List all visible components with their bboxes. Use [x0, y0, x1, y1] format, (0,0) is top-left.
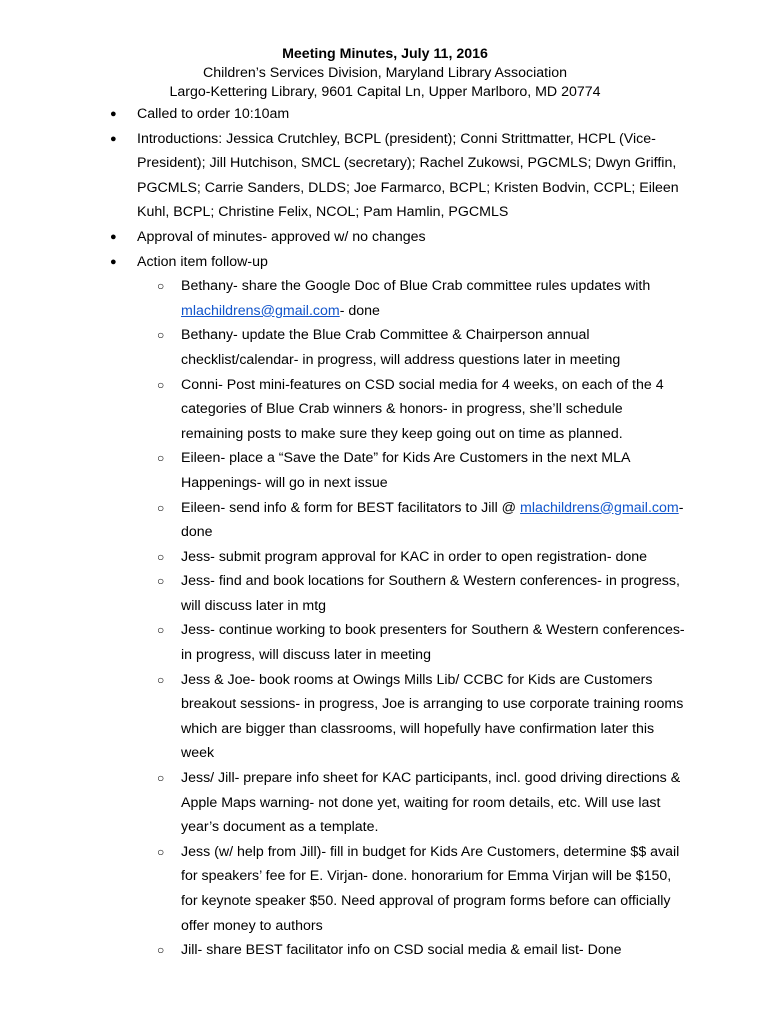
action-item	[0, 323, 770, 372]
action-item	[0, 668, 770, 766]
sub-bullet-icon: ○	[157, 549, 165, 564]
bullet-icon: ●	[110, 108, 117, 120]
item-text: Bethany- update the Blue Crab Committee & Chairperson annual checklist/calendar- in progress, will address questions later in meeting	[181, 327, 621, 368]
item-text: Called to order 10:10am	[137, 106, 290, 122]
sub-bullet-icon: ○	[157, 771, 165, 786]
action-item	[0, 274, 770, 323]
item-text: Jess- continue working to book presenters for Southern & Western conferences- in progress, will discuss later in meeting	[181, 622, 685, 664]
item-text: - done	[339, 302, 380, 319]
item-text: Conni- Post mini-features on CSD social media for 4 weeks, on each of the 4 categories of Blue Crab winners & honors- in progress, she’ll schedule remaining posts to make sure they keep going out on time as planned.	[181, 376, 664, 442]
list-item-introductions	[0, 127, 770, 225]
action-item	[0, 938, 770, 963]
action-item	[0, 569, 770, 618]
bullet-icon: ●	[110, 255, 117, 268]
item-text: Jess- submit program approval for KAC in order to open registration- done	[181, 548, 648, 565]
bullet-icon: ●	[110, 230, 117, 243]
item-text: Jess/ Jill- prepare info sheet for KAC participants, incl. good driving directions & Apple Maps warning- not done yet, waiting for room details, etc. Will use last year’s document as a template.	[181, 770, 681, 836]
action-item	[0, 446, 770, 495]
header-subtitle-division: Children’s Services Division, Maryland Library Association	[202, 65, 568, 81]
item-text: Jess & Joe- book rooms at Owings Mills Lib/ CCBC for Kids are Customers breakout sessions- in progress, Joe is arranging to use corporate training rooms which are bigger than classrooms, will hopefully have confirmation later this week	[181, 671, 684, 762]
sub-bullet-icon: ○	[157, 451, 165, 466]
bullet-icon: ●	[110, 132, 117, 145]
item-text: Eileen- send info & form for BEST facilitators to Jill @	[181, 499, 521, 516]
action-item	[0, 373, 770, 447]
item-text: - done	[181, 499, 684, 541]
item-text: Jess (w/ help from Jill)- fill in budget for Kids Are Customers, determine $$ avail for speakers’ fee for E. Virjan- done. honorarium for Emma Virjan will be $150, for keynote speaker $50. Need approval of program forms before can officially offer money to authors	[181, 843, 680, 934]
list-item-call-to-order	[0, 102, 770, 127]
sub-bullet-icon: ○	[157, 943, 165, 958]
email-link[interactable]: mlachildrens@gmail.com	[520, 499, 679, 516]
sub-bullet-icon: ○	[157, 574, 165, 589]
item-text: Action item follow-up	[137, 253, 268, 270]
action-item	[0, 766, 770, 840]
sub-bullet-icon: ○	[157, 279, 165, 294]
action-item	[0, 496, 770, 545]
sub-bullet-icon: ○	[157, 328, 165, 343]
item-text: Jill- share BEST facilitator info on CSD social media & email list- Done	[181, 942, 622, 959]
item-text: Approval of minutes- approved w/ no changes	[137, 228, 426, 245]
header-subtitle-location: Largo-Kettering Library, 9601 Capital Ln, Upper Marlboro, MD 20774	[169, 84, 601, 100]
sub-bullet-icon: ○	[157, 672, 165, 687]
sub-bullet-icon: ○	[157, 844, 165, 859]
action-item	[0, 840, 770, 938]
email-link[interactable]: mlachildrens@gmail.com	[181, 302, 340, 319]
list-item-action-items	[0, 250, 770, 275]
action-item	[0, 545, 770, 570]
action-item	[0, 618, 770, 667]
item-text: Introductions: Jessica Crutchley, BCPL (president); Conni Strittmatter, HCPL (Vice-President); Jill Hutchison, SMCL (secretary); Rachel Zukowsi, PGCMLS; Dwyn Griffin, PGCMLS; Carrie Sanders, DLDS; Joe Farmarco, BCPL; Kristen Bodvin, CCPL; Eileen Kuhl, BCPL; Christine Felix, NCOL; Pam Hamlin, PGCMLS	[137, 130, 679, 221]
item-text: Bethany- share the Google Doc of Blue Crab committee rules updates with	[181, 278, 651, 295]
item-text: Jess- find and book locations for Southern & Western conferences- in progress, will discuss later in mtg	[181, 573, 680, 614]
sub-bullet-icon: ○	[157, 377, 165, 392]
minutes-list	[0, 102, 770, 963]
sub-bullet-icon: ○	[157, 623, 165, 638]
list-item-approval	[0, 225, 770, 250]
header-title: Meeting Minutes, July 11, 2016	[282, 46, 488, 62]
item-text: Eileen- place a “Save the Date” for Kids Are Customers in the next MLA Happenings- will go in next issue	[181, 450, 630, 491]
sub-bullet-icon: ○	[157, 500, 165, 515]
